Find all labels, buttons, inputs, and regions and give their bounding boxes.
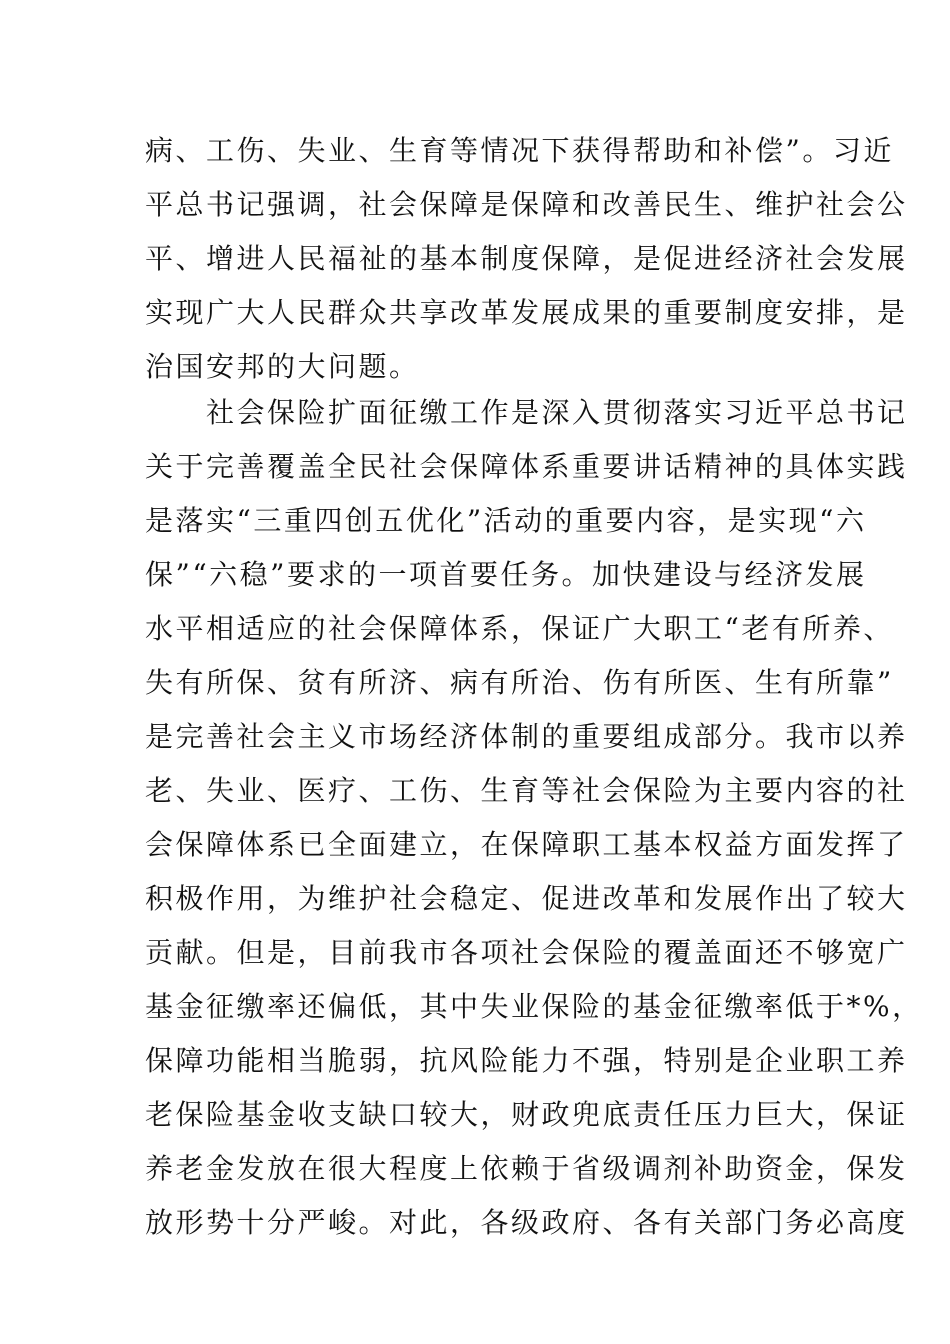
- paragraph-line: 会保障体系已全面建立，在保障职工基本权益方面发挥了: [145, 828, 908, 861]
- paragraph-line: 放形势十分严峻。对此，各级政府、各有关部门务必高度: [145, 1206, 908, 1239]
- paragraph-line: 关于完善覆盖全民社会保障体系重要讲话精神的具体实践: [145, 450, 908, 483]
- paragraph-line: 实现广大人民群众共享改革发展成果的重要制度安排，是: [145, 296, 908, 329]
- paragraph-line: 平总书记强调，社会保障是保障和改善民生、维护社会公: [145, 188, 908, 221]
- paragraph-line: 治国安邦的大问题。: [145, 350, 420, 383]
- paragraph-line: 老保险基金收支缺口较大，财政兜底责任压力巨大，保证: [145, 1098, 908, 1131]
- paragraph-line: 社会保险扩面征缴工作是深入贯彻落实习近平总书记: [145, 396, 908, 429]
- paragraph-line: 保障功能相当脆弱，抗风险能力不强，特别是企业职工养: [145, 1044, 908, 1077]
- paragraph-line: 养老金发放在很大程度上依赖于省级调剂补助资金，保发: [145, 1152, 908, 1185]
- paragraph-line: 保”“六稳”要求的一项首要任务。加快建设与经济发展: [145, 558, 867, 591]
- paragraph-line: 是完善社会主义市场经济体制的重要组成部分。我市以养: [145, 720, 908, 753]
- paragraph-line: 平、增进人民福祉的基本制度保障，是促进经济社会发展: [145, 242, 908, 275]
- paragraph-line: 积极作用，为维护社会稳定、促进改革和发展作出了较大: [145, 882, 908, 915]
- paragraph-line: 病、工伤、失业、生育等情况下获得帮助和补偿”。习近: [145, 134, 894, 167]
- paragraph-line: 老、失业、医疗、工伤、生育等社会保险为主要内容的社: [145, 774, 908, 807]
- paragraph-line: 是落实“三重四创五优化”活动的重要内容，是实现“六: [145, 504, 867, 537]
- paragraph-line: 水平相适应的社会保障体系，保证广大职工“老有所养、: [145, 612, 894, 645]
- paragraph-line: 贡献。但是，目前我市各项社会保险的覆盖面还不够宽广: [145, 936, 908, 969]
- paragraph-2: [145, 386, 923, 1250]
- paragraph-1: [145, 124, 908, 394]
- paragraph-line: 失有所保、贫有所济、病有所治、伤有所医、生有所靠”: [145, 666, 894, 699]
- paragraph-line: 基金征缴率还偏低，其中失业保险的基金征缴率低于*%，: [145, 990, 923, 1023]
